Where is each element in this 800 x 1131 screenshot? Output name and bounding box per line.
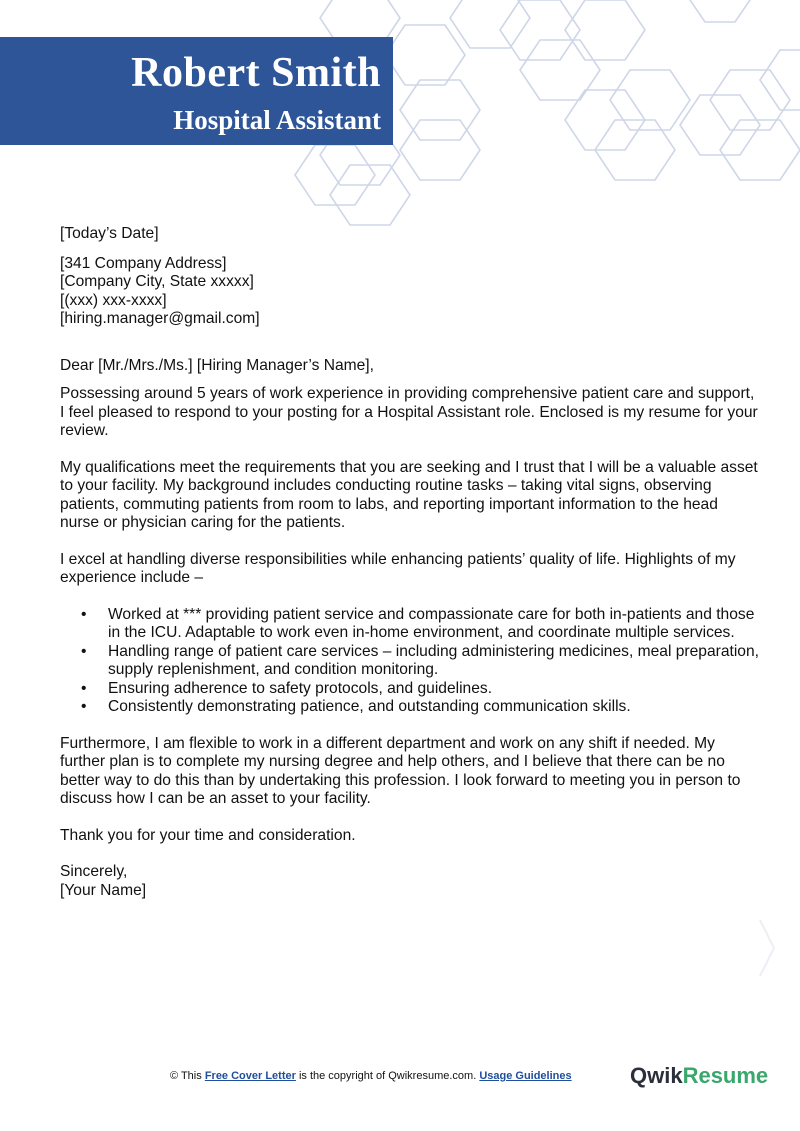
chevron-right-icon — [756, 918, 778, 978]
paragraph-qualifications: My qualifications meet the requirements that you are seeking and I trust that I will be a valuable asset to your facility. My background includes conducting routine tasks – taking vital signs, observing patients, commuting patients from room to labs, and reporting important information to the head nurse or physician caring for the patients. — [60, 458, 758, 531]
highlights-list — [60, 606, 760, 717]
list-item: • Ensuring adherence to safety protocols, and guidelines. — [108, 680, 760, 699]
paragraph-intro: Possessing around 5 years of work experience in providing comprehensive patient care and support, I feel pleased to respond to your posting for a Hospital Assistant role. Enclosed is my resume for your review. — [60, 385, 758, 439]
applicant-name: Robert Smith — [131, 50, 381, 96]
list-item: • Handling range of patient care services – including administering medicines, meal preparation, supply replenishment, and condition monitoring. — [108, 643, 760, 680]
thanks-line: Thank you for your time and consideration. — [60, 826, 356, 844]
paragraph-closing: Furthermore, I am flexible to work in a different department and work on any shift if needed. My further plan is to complete my nursing degree and help others, and I believe that there can be no better way to do this than by undertaking this profession. I look forward to meeting you in person to discuss how I can be an asset to your facility. — [60, 734, 741, 807]
address-line: [hiring.manager@gmail.com] — [60, 310, 260, 327]
free-cover-letter-link[interactable]: Free Cover Letter — [204, 1070, 296, 1082]
paragraph-highlights-intro: I excel at handling diverse responsibilities while enhancing patients’ quality of life. Highlights of my experience include – — [60, 550, 736, 586]
salutation: Dear [Mr./Mrs./Ms.] [Hiring Manager’s Name], — [60, 356, 374, 374]
list-item: • Consistently demonstrating patience, and outstanding communication skills. — [108, 698, 760, 717]
logo-part-qwik: Qwik — [630, 1063, 683, 1088]
footer-middle: is the copyright of Qwikresume.com. — [295, 1070, 480, 1082]
qwikresume-logo[interactable] — [630, 1063, 768, 1089]
address-line: [341 Company Address] — [60, 254, 227, 272]
list-item: • Worked at *** providing patient service and compassionate care for both in-patients and those in the ICU. Adaptable to work even in-home environment, and coordinate multiple services. — [108, 606, 760, 643]
footer-prefix: © This — [170, 1070, 205, 1082]
cover-letter-body — [60, 225, 760, 900]
usage-guidelines-link[interactable]: Usage Guidelines — [479, 1070, 572, 1082]
address-line: [(xxx) xxx-xxxx] — [60, 291, 167, 309]
header-band — [0, 37, 393, 145]
closing-line: Sincerely, — [60, 863, 128, 880]
signature: [Your Name] — [60, 881, 147, 899]
logo-part-resume: Resume — [682, 1063, 769, 1088]
job-title: Hospital Assistant — [173, 105, 381, 135]
address-line: [Company City, State xxxxx] — [60, 273, 254, 290]
letter-date: [Today’s Date] — [60, 225, 159, 242]
